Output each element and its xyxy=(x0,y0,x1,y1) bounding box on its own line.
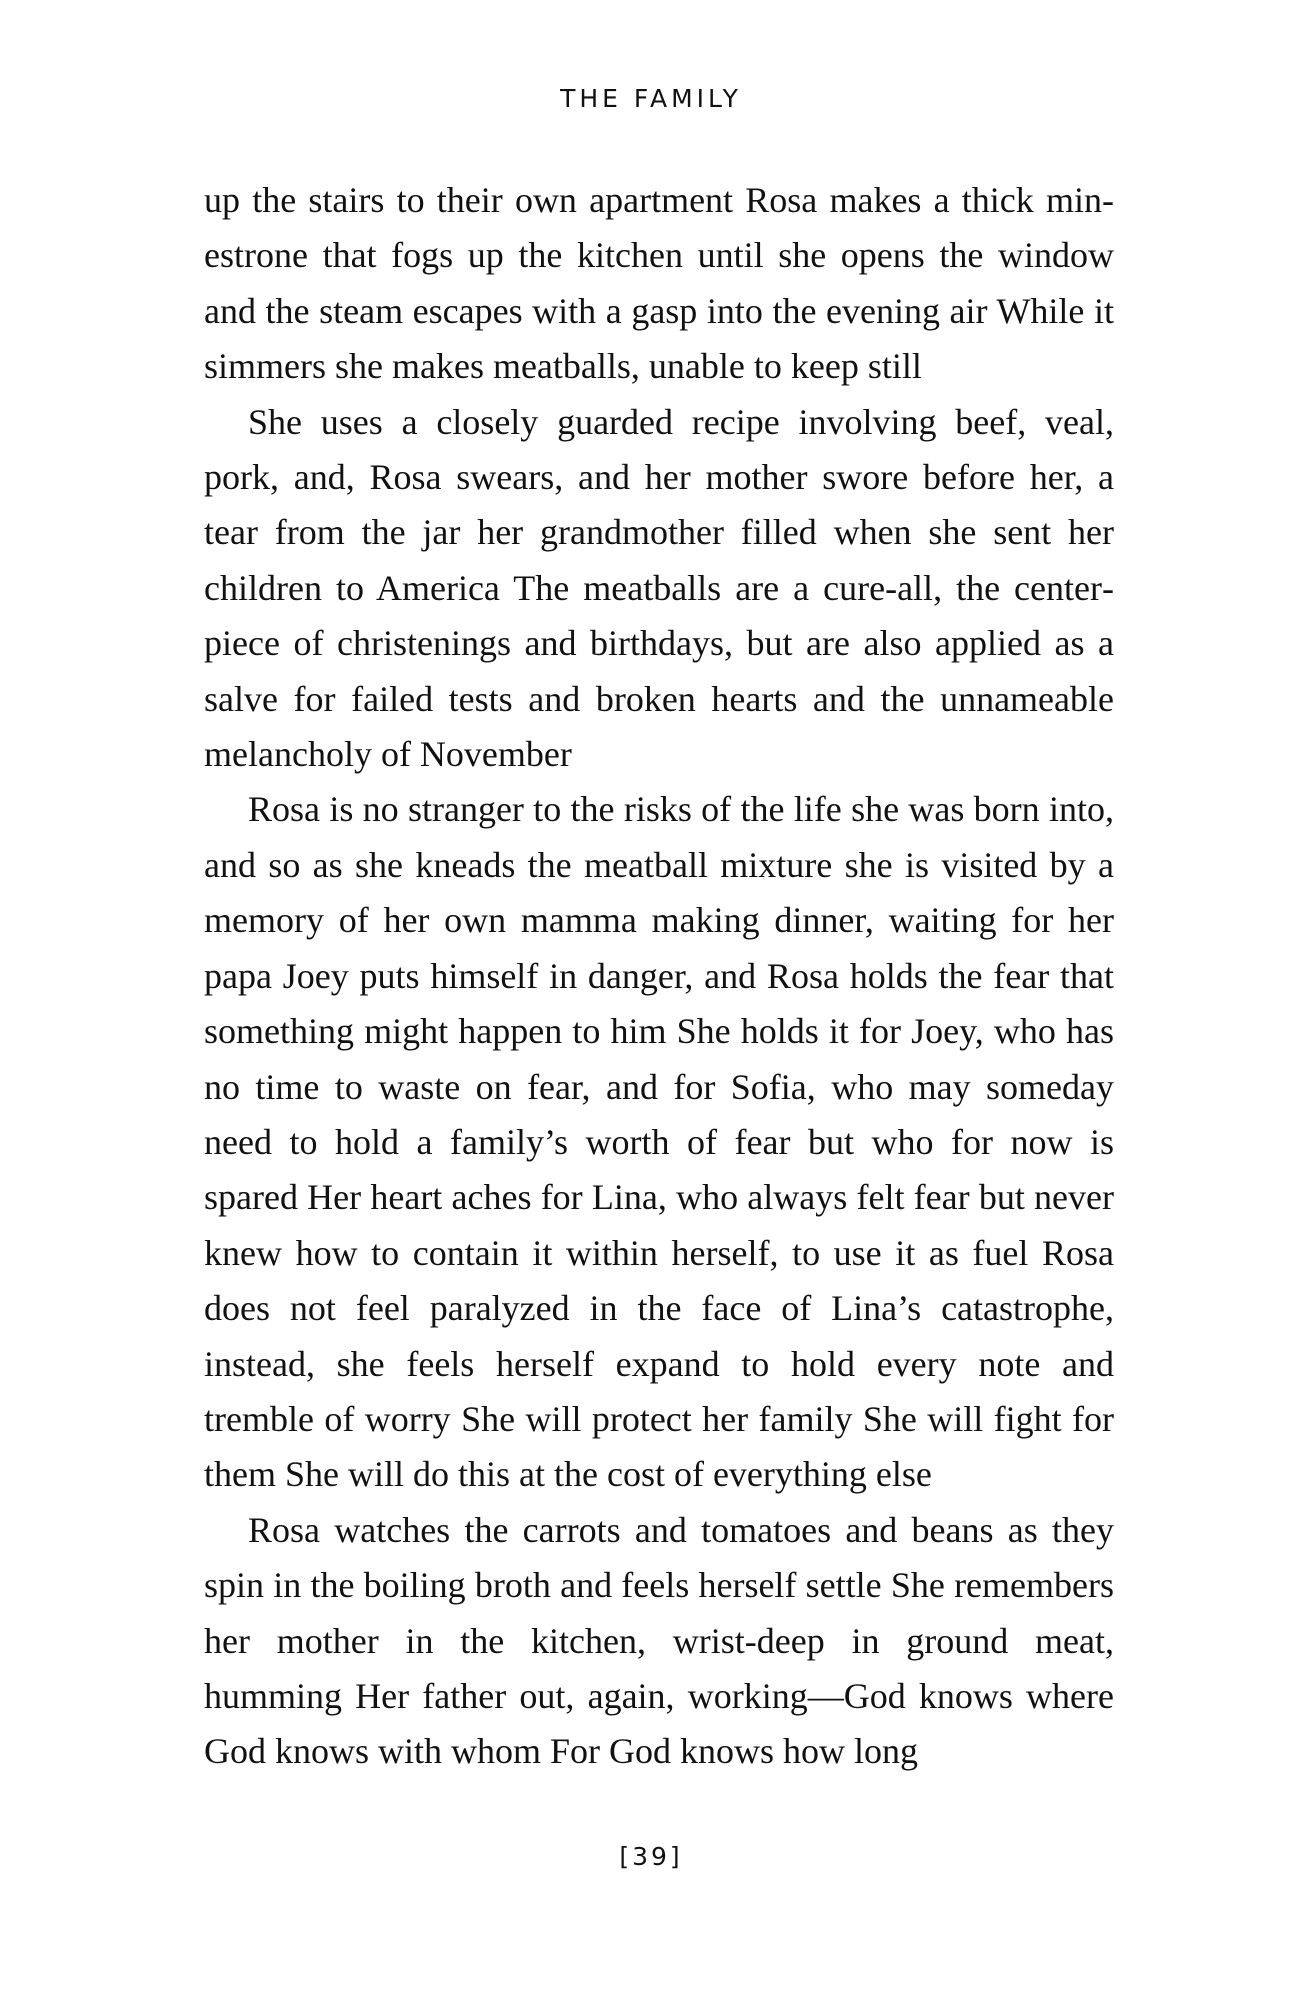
body-text xyxy=(204,173,1114,1780)
paragraph: Rosa is no stranger to the risks of the life she was born into, and so as she kneads the meatball mixture she is visited by a memory of her own mamma making dinner, waiting for her papa Joey puts himself in danger, and Rosa holds the fear that something might happen to him She holds it for Joey, who has no time to waste on fear, and for Sofia, who may someday need to hold a family’s worth of fear but who for now is spared Her heart aches for Lina, who always felt fear but never knew how to contain it within herself, to use it as fuel Rosa does not feel paralyzed in the face of Lina’s catastrophe, instead, she feels herself expand to hold every note and tremble of worry She will protect her family She will fight for them She will do this at the cost of everything else xyxy=(204,789,1114,1495)
paragraph: She uses a closely guarded recipe involving beef, veal, pork, and, Rosa swears, and her mother swore before her, a tear from the jar her grandmother filled when she sent her children to America The meatballs are a cure-all, the centerpiece of christenings and birthdays, but are also applied as a salve for failed tests and broken hearts and the unnameable melancholy of November xyxy=(204,401,1114,775)
page-number: [39] xyxy=(619,1842,683,1871)
paragraph: Rosa watches the carrots and tomatoes and beans as they spin in the boiling broth and feels herself settle She remembers her mother in the kitchen, wrist-deep in ground meat, humming Her father out, again, working—God knows where God knows with whom For God knows how long xyxy=(204,1509,1114,1772)
paragraph-continued: up the stairs to their own apartment Rosa makes a thick minestrone that fogs up the kitchen until she opens the window and the steam escapes with a gasp into the evening air While it simmers she makes meatballs, unable to keep still xyxy=(204,180,1114,387)
running-head: THE FAMILY xyxy=(560,84,742,113)
